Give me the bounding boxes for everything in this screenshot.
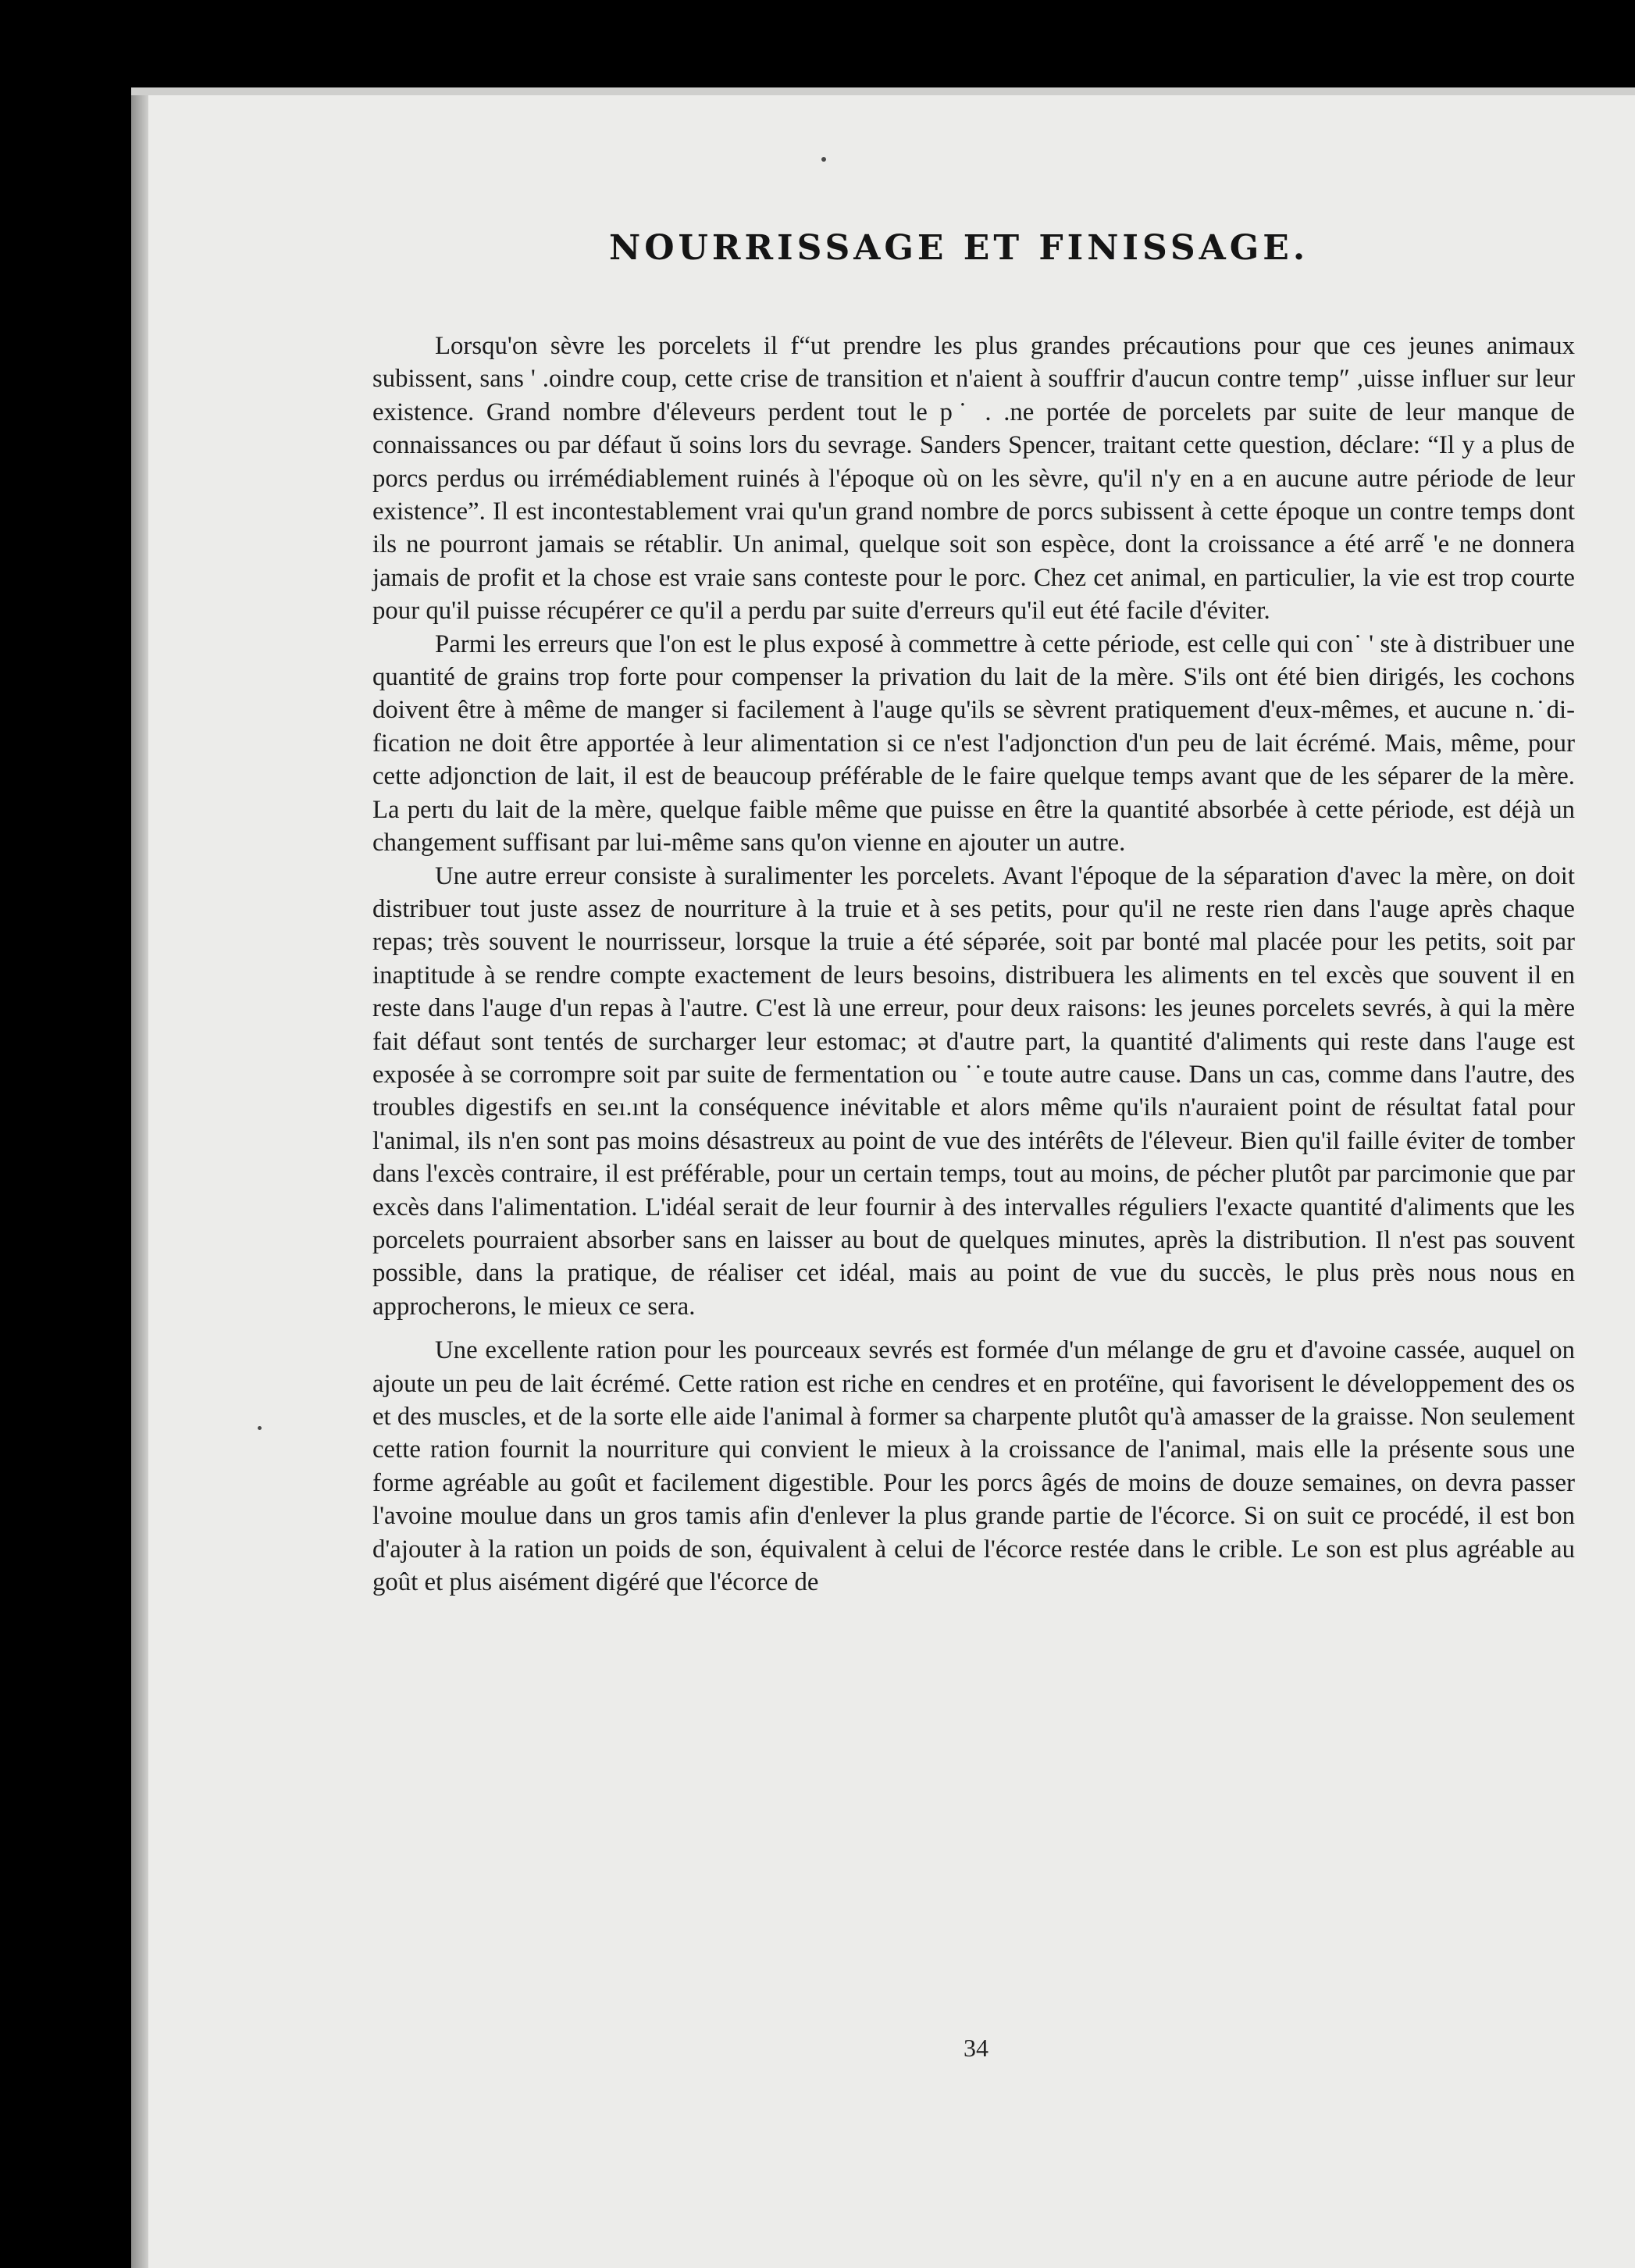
paragraph-1: Lorsqu'on sèvre les porcelets il f“ut prendre les plus grandes précautions pour que ces jeunes animaux subissent, sans ' .oindre coup, cette crise de transition et n'aient à souffrir d'aucun contre temp″ ,uisse influer sur leur existence. Grand nombre d'éleveurs perdent tout le p˙ . .ne portée de porcelets par suite de leur manque de connaissances ou par défaut ŭ soins lors du sevrage. Sanders Spencer, traitant cette question, déclare: “Il y a plus de porcs perdus ou irrémédiablement ruinés à l'époque où on les sèvre, qu'il n'y en a en aucune autre période de leur existence”. Il est incontestablement vrai qu'un grand nombre de porcs subissent à cette époque un contre temps dont ils ne pourront jamais se rétablir. Un animal, quelque soit son espèce, dont la croissance a été arrế 'e ne donnera jamais de profit et la chose est vraie sans conteste pour le porc. Chez cet animal, en particulier, la vie est trop courte pour qu'il puisse récupérer ce qu'il a perdu par suite d'erreurs qu'il eut été facile d'éviter.	[372, 332, 1575, 626]
page-top-shadow	[131, 87, 1635, 95]
paragraph-3: Une autre erreur consiste à suralimenter les porcelets. Avant l'époque de la séparation d'avec la mère, on doit distribuer tout juste assez de nourriture à la truie et à ses petits, pour qu'il ne reste rien dans l'auge après chaque repas; très souvent le nourrisseur, lorsque la truie a été sépərée, soit par bonté mal placée pour les petits, soit par inaptitude à se rendre compte exactement de leurs besoins, distribuera les aliments en tel excès que souvent il en reste dans l'auge d'un repas à l'autre. C'est là une erreur, pour deux raisons: les jeunes porcelets sevrés, à qui la mère fait défaut sont tentés de surcharger leur estomac; ət d'autre part, la quantité d'aliments qui reste dans l'auge est exposée à se corrompre soit par suite de fermentation ou ˙˙e toute autre cause. Dans un cas, comme dans l'autre, des troubles digestifs en seı.ınt la conséquence inévitable et alors même qu'ils n'auraient point de résultat fatal pour l'animal, ils n'en sont pas moins désastreux au point de vue des intérêts de l'éleveur. Bien qu'il faille éviter de tomber dans l'excès contraire, il est préférable, pour un certain temps, tout au moins, de pécher plutôt par parcimonie que par excès dans l'alimentation. L'idéal serait de leur fournir à des intervalles réguliers l'exacte quantité d'aliments que les porcelets pourraient absorber sans en laisser au bout de quelques minutes, après la distribution. Il n'est pas souvent possible, dans la pratique, de réaliser cet idéal, mais au point de vue du succès, le plus près nous nous en approcherons, le mieux ce sera.	[372, 861, 1575, 1321]
ink-speck	[258, 1426, 262, 1430]
page-number: 34	[964, 2034, 988, 2062]
page-binding-edge	[131, 87, 148, 2268]
ink-speck	[821, 157, 826, 162]
paragraph-4: Une excellente ration pour les pourceaux sevrés est formée d'un mélange de gru et d'avoine cassée, auquel on ajoute un peu de lait écrémé. Cette ration est riche en cendres et en protéïne, qui favorisent le développement des os et des muscles, et de la sorte elle aide l'animal à former sa charpente plutôt qu'à amasser de la graisse. Non seulement cette ration fournit la nourriture qui convient le mieux à la croissance de l'animal, mais elle la présente sous une forme agréable au goût et facilement digestible. Pour les porcs âgés de moins de douze semaines, on devra passer l'avoine moulue dans un gros tamis afin d'enlever la plus grande partie de l'écorce. Si on suit ce procédé, il est bon d'ajouter à la ration un poids de son, équivalent à celui de l'écorce restée dans le crible. Le son est plus agréable au goût et plus aisément digéré que l'écorce de	[372, 1336, 1575, 1597]
article-body	[372, 330, 1575, 1599]
paragraph-2: Parmi les erreurs que l'on est le plus exposé à commettre à cette période, est celle qui con˙ ' ste à distribuer une quantité de grains trop forte pour compenser la privation du lait de la mère. S'ils ont été bien dirigés, les cochons doivent être à même de manger si facilement à l'auge qu'ils se sèvrent pratiquement d'eux-mêmes, et aucune n.˙di-fication ne doit être apportée à leur alimentation si ce n'est l'adjonction d'un peu de lait écrémé. Mais, même, pour cette adjonction de lait, il est de beaucoup préférable de le faire quelque temps avant que de les séparer de la mère. La pertı du lait de la mère, quelque faible même que puisse en être la quantité absorbée à cette période, est déjà un changement suffisant par lui-même sans qu'on vienne en ajouter un autre.	[372, 629, 1575, 858]
page-title: NOURRISSAGE ET FINISSAGE.	[609, 228, 1309, 268]
